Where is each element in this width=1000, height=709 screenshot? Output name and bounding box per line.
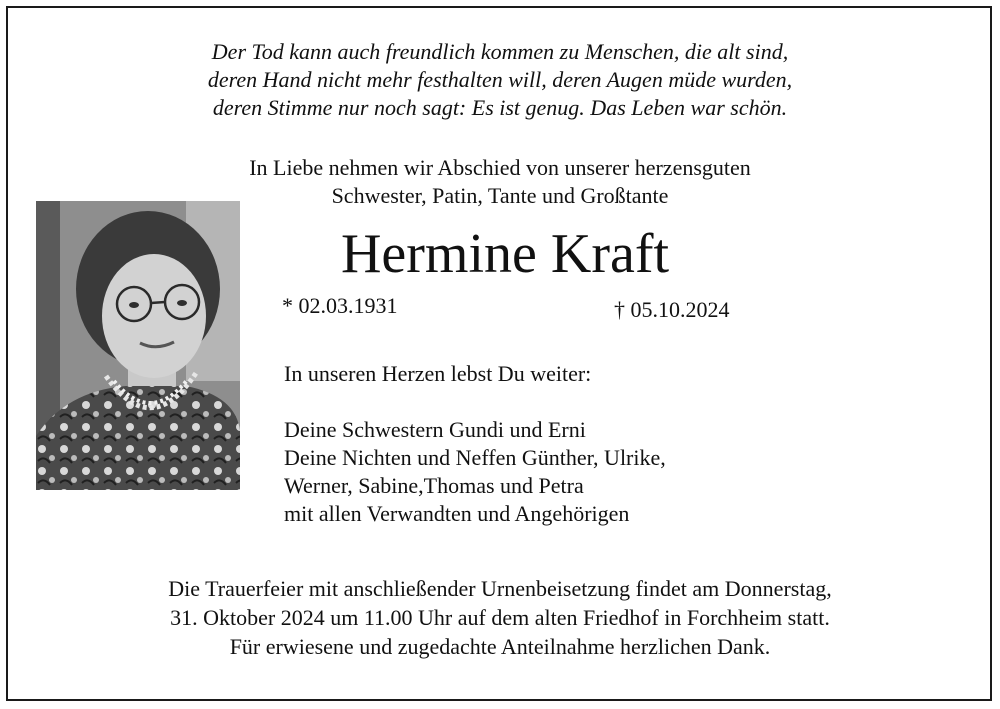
spacer	[284, 388, 666, 416]
service-line: 31. Oktober 2024 um 11.00 Uhr auf dem alten Friedhof in Forchheim statt.	[170, 605, 830, 630]
intro-line: Schwester, Patin, Tante und Großtante	[331, 183, 669, 208]
mourners-line: Deine Nichten und Neffen Günther, Ulrike,	[284, 445, 666, 470]
mourners-list	[284, 360, 666, 528]
portrait-photo	[36, 201, 240, 490]
death-date: † 05.10.2024	[614, 297, 730, 322]
quote-line: deren Hand nicht mehr festhalten will, deren Augen müde wurden,	[207, 67, 793, 92]
mourners-heading: In unseren Herzen lebst Du weiter:	[284, 361, 592, 386]
quote-line: deren Stimme nur noch sagt: Es ist genug. Das Leben war schön.	[212, 95, 788, 120]
service-line: Für erwiesene und zugedachte Anteilnahme herzlichen Dank.	[229, 634, 771, 659]
portrait-illustration	[36, 201, 240, 490]
mourners-line: Werner, Sabine,Thomas und Petra	[284, 473, 584, 498]
birth-date: * 02.03.1931	[282, 293, 398, 318]
intro-line: In Liebe nehmen wir Abschied von unserer herzensguten	[249, 155, 751, 180]
service-line: Die Trauerfeier mit anschließender Urnenbeisetzung findet am Donnerstag,	[168, 576, 832, 601]
deceased-name: Hermine Kraft	[340, 223, 670, 285]
mourners-line: Deine Schwestern Gundi und Erni	[284, 417, 586, 442]
quote-line: Der Tod kann auch freundlich kommen zu Menschen, die alt sind,	[211, 39, 789, 64]
mourners-line: mit allen Verwandten und Angehörigen	[284, 501, 630, 526]
service-info	[0, 574, 1000, 661]
memorial-quote	[0, 38, 1000, 122]
